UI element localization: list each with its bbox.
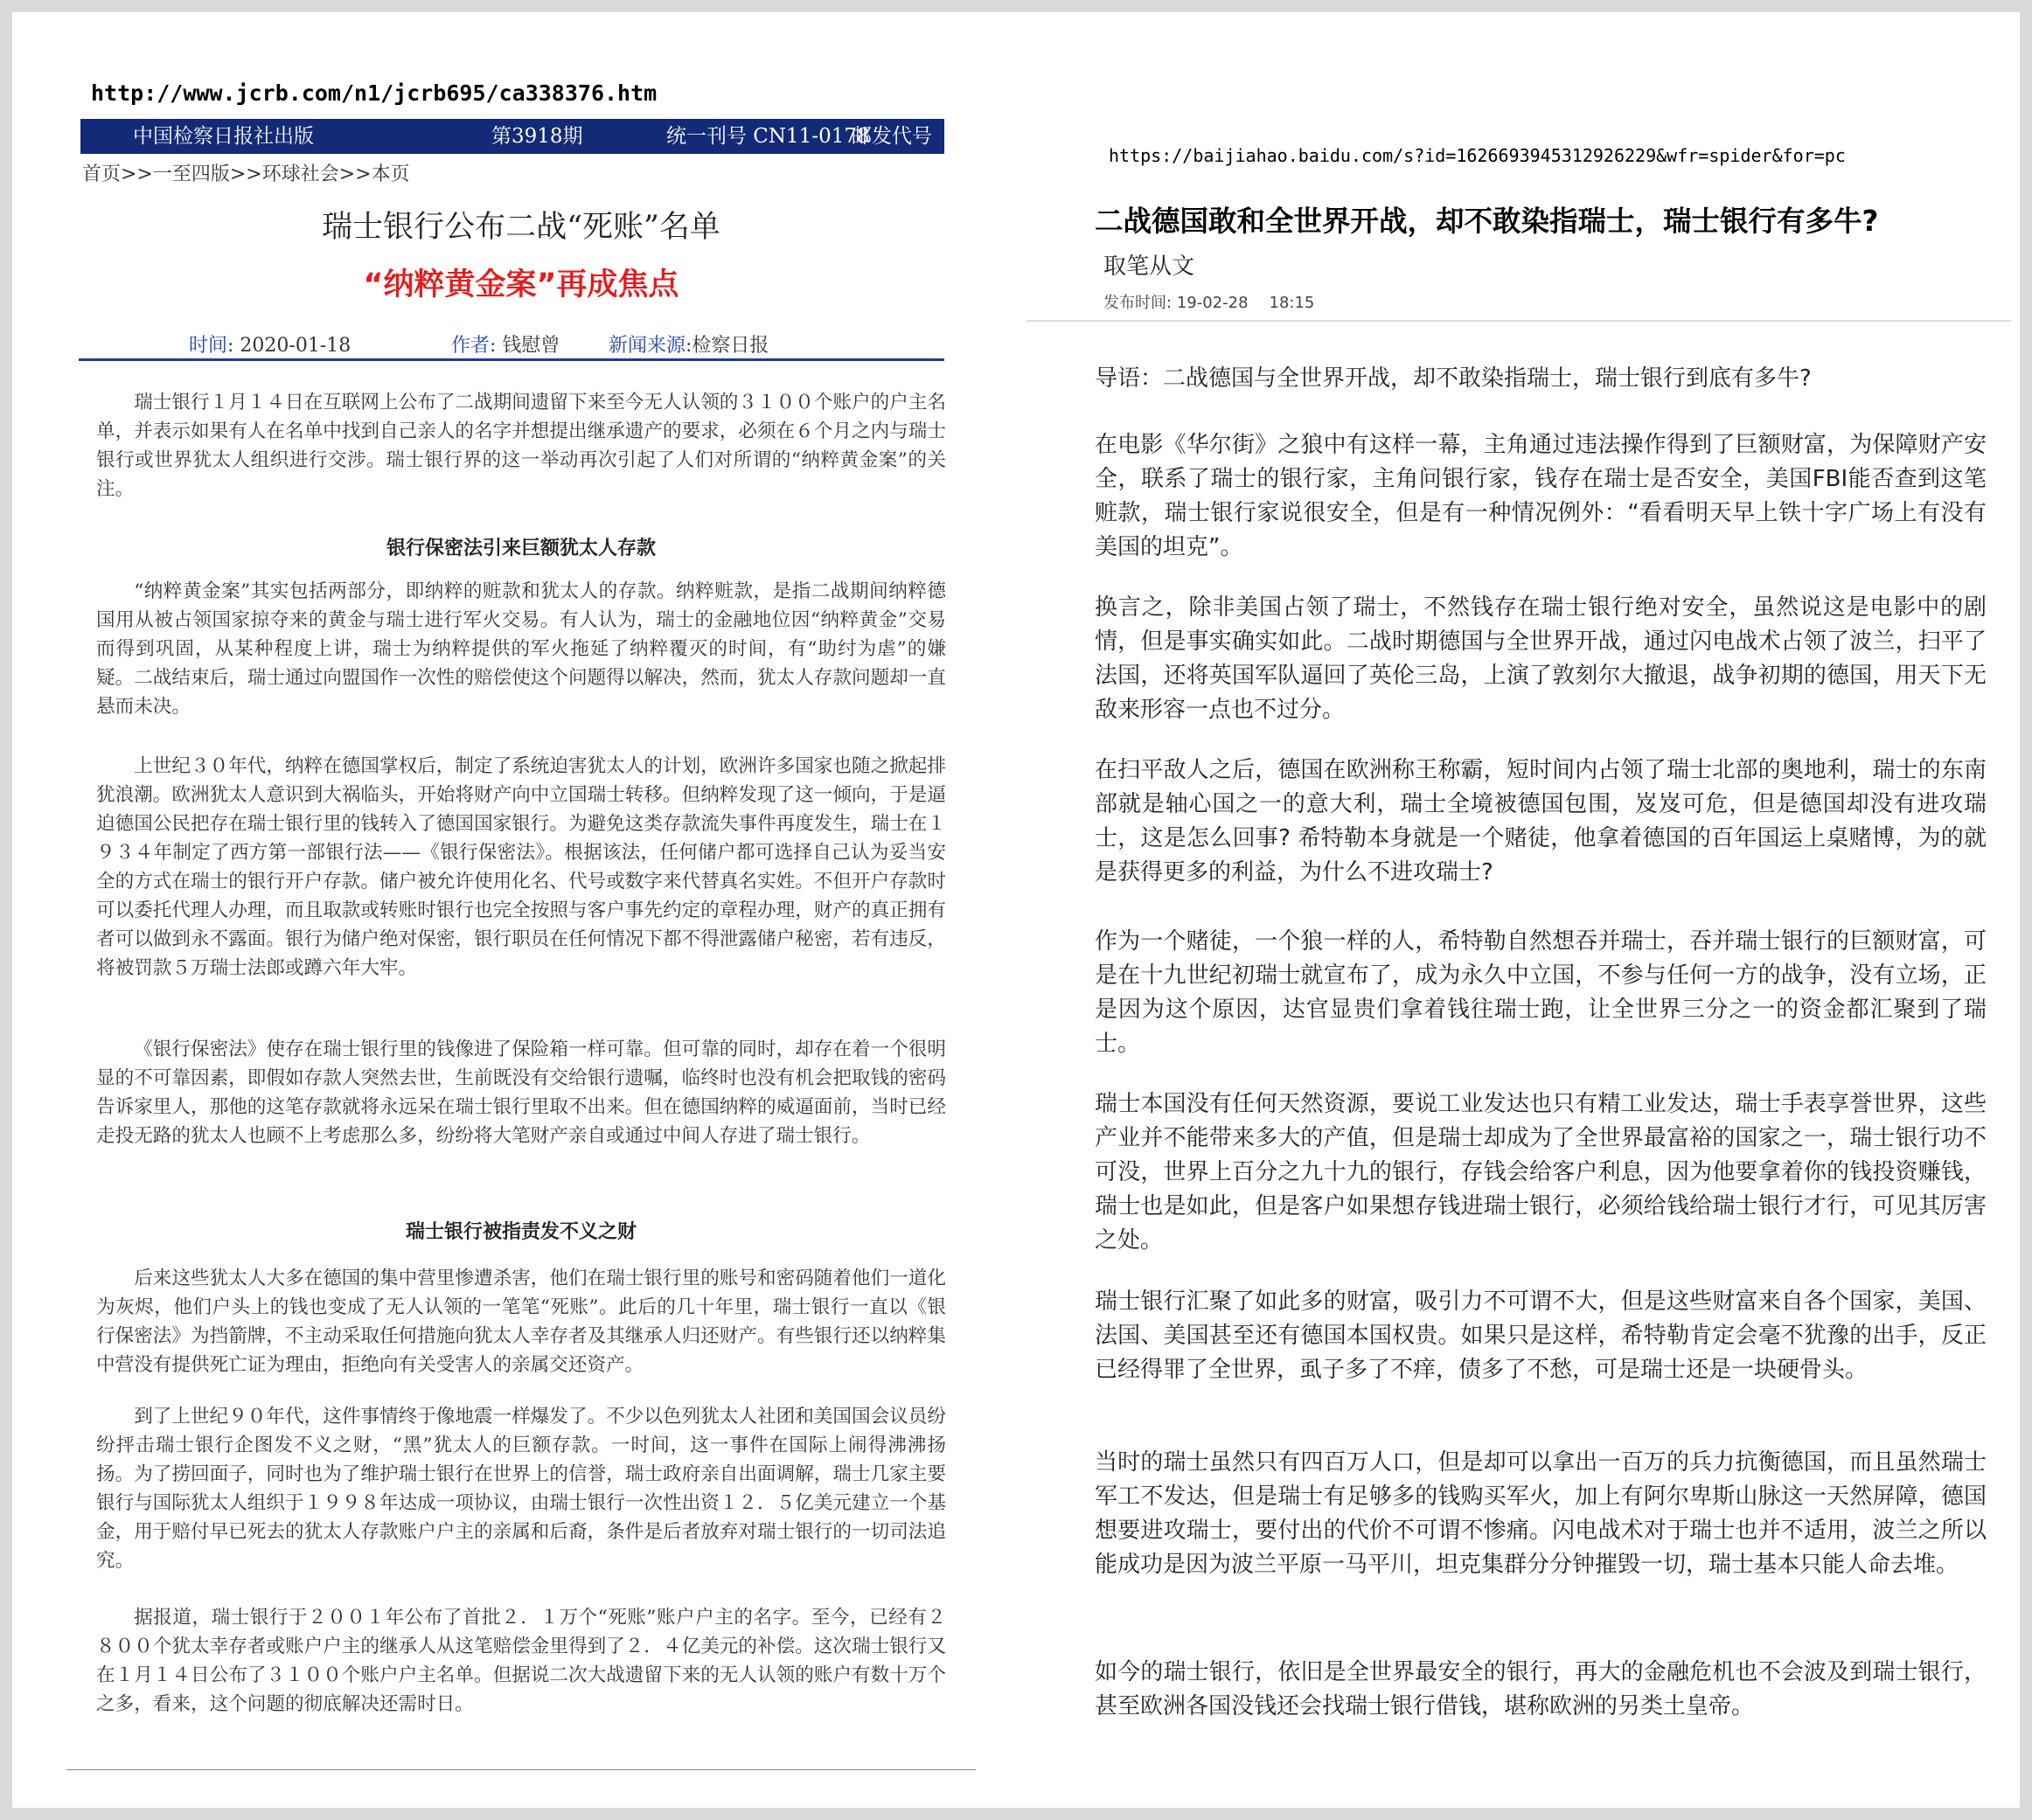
paragraph: 在电影《华尔街》之狼中有这样一幕，主角通过违法操作得到了巨额财富，为保障财产安全，联系了瑞士的银行家，主角问银行家，钱存在瑞士是否安全，美国FBI能否查到这笔赃款，瑞士银行家说很安全，但是有一种情况例外：“看看明天早上铁十字广场上有没有美国的坦克”。	[1095, 432, 1987, 560]
publish-date: 19-02-28	[1176, 294, 1249, 312]
paragraph: 导语：二战德国与全世界开战，却不敢染指瑞士，瑞士银行到底有多牛?	[1095, 365, 1812, 392]
source-value: 检察日报	[692, 335, 769, 357]
publish-time: 18:15	[1269, 294, 1315, 312]
newspaper-header-bar	[80, 119, 944, 154]
issue-number: 第3918期	[491, 125, 583, 148]
publish-label: 发布时间:	[1103, 294, 1173, 312]
title-divider	[79, 358, 944, 361]
paragraph: 如今的瑞士银行，依旧是全世界最安全的银行，再大的金融危机也不会波及到瑞士银行，甚至欧洲各国没钱还会找瑞士银行借钱，堪称欧洲的另类土皇帝。	[1095, 1659, 1987, 1719]
serial-number: 统一刊号 CN11-0178	[666, 125, 870, 148]
paragraph: 《银行保密法》使存在瑞士银行里的钱像进了保险箱一样可靠。但可靠的同时，却存在着一个很明显的不可靠因素，即假如存款人突然去世，生前既没有交给银行遗嘱，临终时也没有机会把取钱的密码告诉家里人，那他的这笔存款就将永远呆在瑞士银行里取不出来。但在德国纳粹的威逼面前，当时已经走投无路的犹太人也顾不上考虑那么多，纷纷将大笔财产亲自或通过中间人存进了瑞士银行。	[96, 1039, 946, 1147]
article-title-left: 瑞士银行公布二战“死账”名单	[322, 210, 720, 245]
paragraph: 据报道，瑞士银行于２００１年公布了首批２．１万个“死账”账户户主的名字。至今，已经有２８００个犹太幸存者或账户户主的继承人从这笔赔偿金里得到了２．４亿美元的补偿。这次瑞士银行又在１月１４日公布了３１００个账户户主名单。但据说二次大战遗留下来的无人认领的账户有数十万个之多，看来，这个问题的彻底解决还需时日。	[96, 1607, 946, 1715]
paragraph: 瑞士本国没有任何天然资源，要说工业发达也只有精工业发达，瑞士手表享誉世界，这些产业并不能带来多大的产值，但是瑞士却成为了全世界最富裕的国家之一，瑞士银行功不可没，世界上百分之九十九的银行，存钱会给客户利息，因为他要拿着你的钱投资赚钱，瑞士也是如此，但是客户如果想存钱进瑞士银行，必须给钱给瑞士银行才行，可见其厉害之处。	[1095, 1091, 1987, 1254]
source-label: 新闻来源:	[609, 335, 692, 357]
source-url-right: https://baijiahao.baidu.com/s?id=1626693945312926229&wfr=spider&for=pc	[1109, 145, 1846, 166]
paragraph: 上世纪３０年代，纳粹在德国掌权后，制定了系统迫害犹太人的计划，欧洲许多国家也随之掀起排犹浪潮。欧洲犹太人意识到大祸临头，开始将财产向中立国瑞士转移。但纳粹发现了这一倾向，于是逼迫德国公民把存在瑞士银行里的钱转入了德国国家银行。为避免这类存款流失事件再度发生，瑞士在１９３４年制定了西方第一部银行法——《银行保密法》。根据该法，任何储户都可选择自己认为妥当安全的方式在瑞士的银行开户存款。储户被允许使用化名、代号或数字来代替真名实姓。不但开户存款时可以委托代理人办理，而且取款或转账时银行也完全按照与客户事先约定的章程办理，财产的真正拥有者可以做到永不露面。银行为储户绝对保密，银行职员在任何情况下都不得泄露储户秘密，若有违反，将被罚款５万瑞士法郎或蹲六年大牢。	[96, 755, 946, 979]
time-label: 时间:	[189, 335, 234, 357]
article-subtitle-left: “纳粹黄金案”再成焦点	[363, 267, 679, 302]
source-url-left: http://www.jcrb.com/n1/jcrb695/ca338376.htm	[91, 80, 658, 106]
article-title-right: 二战德国敢和全世界开战，却不敢染指瑞士，瑞士银行有多牛?	[1095, 205, 1879, 238]
author-label: 作者:	[451, 335, 497, 357]
author-value: 钱慰曾	[502, 335, 560, 357]
page-sheet	[12, 12, 2020, 1808]
postal-code-label: 邮发代号	[852, 125, 932, 148]
paragraph: 后来这些犹太人大多在德国的集中营里惨遭杀害，他们在瑞士银行里的账号和密码随着他们一道化为灰烬，他们户头上的钱也变成了无人认领的一笔笔“死账”。此后的几十年里，瑞士银行一直以《银行保密法》为挡箭牌，不主动采取任何措施向犹太人幸存者及其继承人归还财产。有些银行还以纳粹集中营没有提供死亡证为理由，拒绝向有关受害人的亲属交还资产。	[96, 1268, 946, 1376]
page-bottom-rule	[66, 1769, 976, 1770]
left-article	[66, 65, 976, 1796]
breadcrumb[interactable]: 首页>>一至四版>>环球社会>>本页	[82, 163, 410, 185]
paragraph: 瑞士银行１月１４日在互联网上公布了二战期间遗留下来至今无人认领的３１００个账户的户主名单，并表示如果有人在名单中找到自己亲人的名字并想提出继承遗产的要求，必须在６个月之内与瑞士银行或世界犹太人组织进行交涉。瑞士银行界的这一举动再次引起了人们对所谓的“纳粹黄金案”的关注。	[96, 392, 946, 500]
paragraph: 在扫平敌人之后，德国在欧洲称王称霸，短时间内占领了瑞士北部的奥地利，瑞士的东南部就是轴心国之一的意大利，瑞士全境被德国包围，岌岌可危，但是德国却没有进攻瑞士，这是怎么回事? 希特勒本身就是一个赌徒，他拿着德国的百年国运上桌赌博，为的就是获得更多的利益，为什么不进攻瑞士?	[1095, 757, 1987, 886]
paragraph: 瑞士银行汇聚了如此多的财富，吸引力不可谓不大，但是这些财富来自各个国家，美国、法国、美国甚至还有德国本国权贵。如果只是这样，希特勒肯定会毫不犹豫的出手，反正已经得罪了全世界，虱子多了不痒，债多了不愁，可是瑞士还是一块硬骨头。	[1095, 1289, 1987, 1383]
publish-info	[1103, 290, 1314, 313]
right-article	[1018, 135, 2020, 1796]
section-heading: 瑞士银行被指责发不义之财	[405, 1220, 637, 1243]
paragraph: 作为一个赌徒，一个狼一样的人，希特勒自然想吞并瑞士，吞并瑞士银行的巨额财富，可是在十九世纪初瑞士就宣布了，成为永久中立国，不参与任何一方的战争，没有立场，正是因为这个原因，达官显贵们拿着钱往瑞士跑，让全世界三分之一的资金都汇聚到了瑞士。	[1095, 928, 1987, 1057]
time-value: 2020-01-18	[240, 335, 351, 357]
paragraph: 到了上世纪９０年代，这件事情终于像地震一样爆发了。不少以色列犹太人社团和美国国会议员纷纷抨击瑞士银行企图发不义之财，“黑”犹太人的巨额存款。一时间，这一事件在国际上闹得沸沸扬扬。为了捞回面子，同时也为了维护瑞士银行在世界上的信誉，瑞士政府亲自出面调解，瑞士几家主要银行与国际犹太人组织于１９９８年达成一项协议，由瑞士银行一次性出资１２．５亿美元建立一个基金，用于赔付早已死去的犹太人存款账户户主的亲属和后裔，条件是后者放弃对瑞士银行的一切司法追究。	[96, 1406, 946, 1572]
section-heading: 银行保密法引来巨额犹太人存款	[386, 537, 656, 559]
header-divider	[1026, 320, 2011, 322]
paragraph: 换言之，除非美国占领了瑞士，不然钱存在瑞士银行绝对安全，虽然说这是电影中的剧情，但是事实确实如此。二战时期德国与全世界开战，通过闪电战术占领了波兰，扫平了法国，还将英国军队逼回了英伦三岛，上演了敦刻尔大撤退，战争初期的德国，用天下无敌来形容一点也不过分。	[1095, 594, 1987, 723]
author-name[interactable]: 取笔从文	[1103, 254, 1195, 280]
publisher-label: 中国检察日报社出版	[133, 125, 314, 148]
paragraph: “纳粹黄金案”其实包括两部分，即纳粹的赃款和犹太人的存款。纳粹赃款，是指二战期间纳粹德国用从被占领国家掠夺来的黄金与瑞士进行军火交易。有人认为，瑞士的金融地位因“纳粹黄金”交易而得到巩固，从某种程度上讲，瑞士为纳粹提供的军火拖延了纳粹覆灭的时间，有“助纣为虐”的嫌疑。二战结束后，瑞士通过向盟国作一次性的赔偿使这个问题得以解决，然而，犹太人存款问题却一直悬而未决。	[96, 580, 946, 718]
paragraph: 当时的瑞士虽然只有四百万人口，但是却可以拿出一百万的兵力抗衡德国，而且虽然瑞士军工不发达，但是瑞士有足够多的钱购买军火，加上有阿尔卑斯山脉这一天然屏障，德国想要进攻瑞士，要付出的代价不可谓不惨痛。闪电战术对于瑞士也并不适用，波兰之所以能成功是因为波兰平原一马平川，坦克集群分分钟摧毁一切，瑞士基本只能人命去堆。	[1095, 1449, 1987, 1578]
